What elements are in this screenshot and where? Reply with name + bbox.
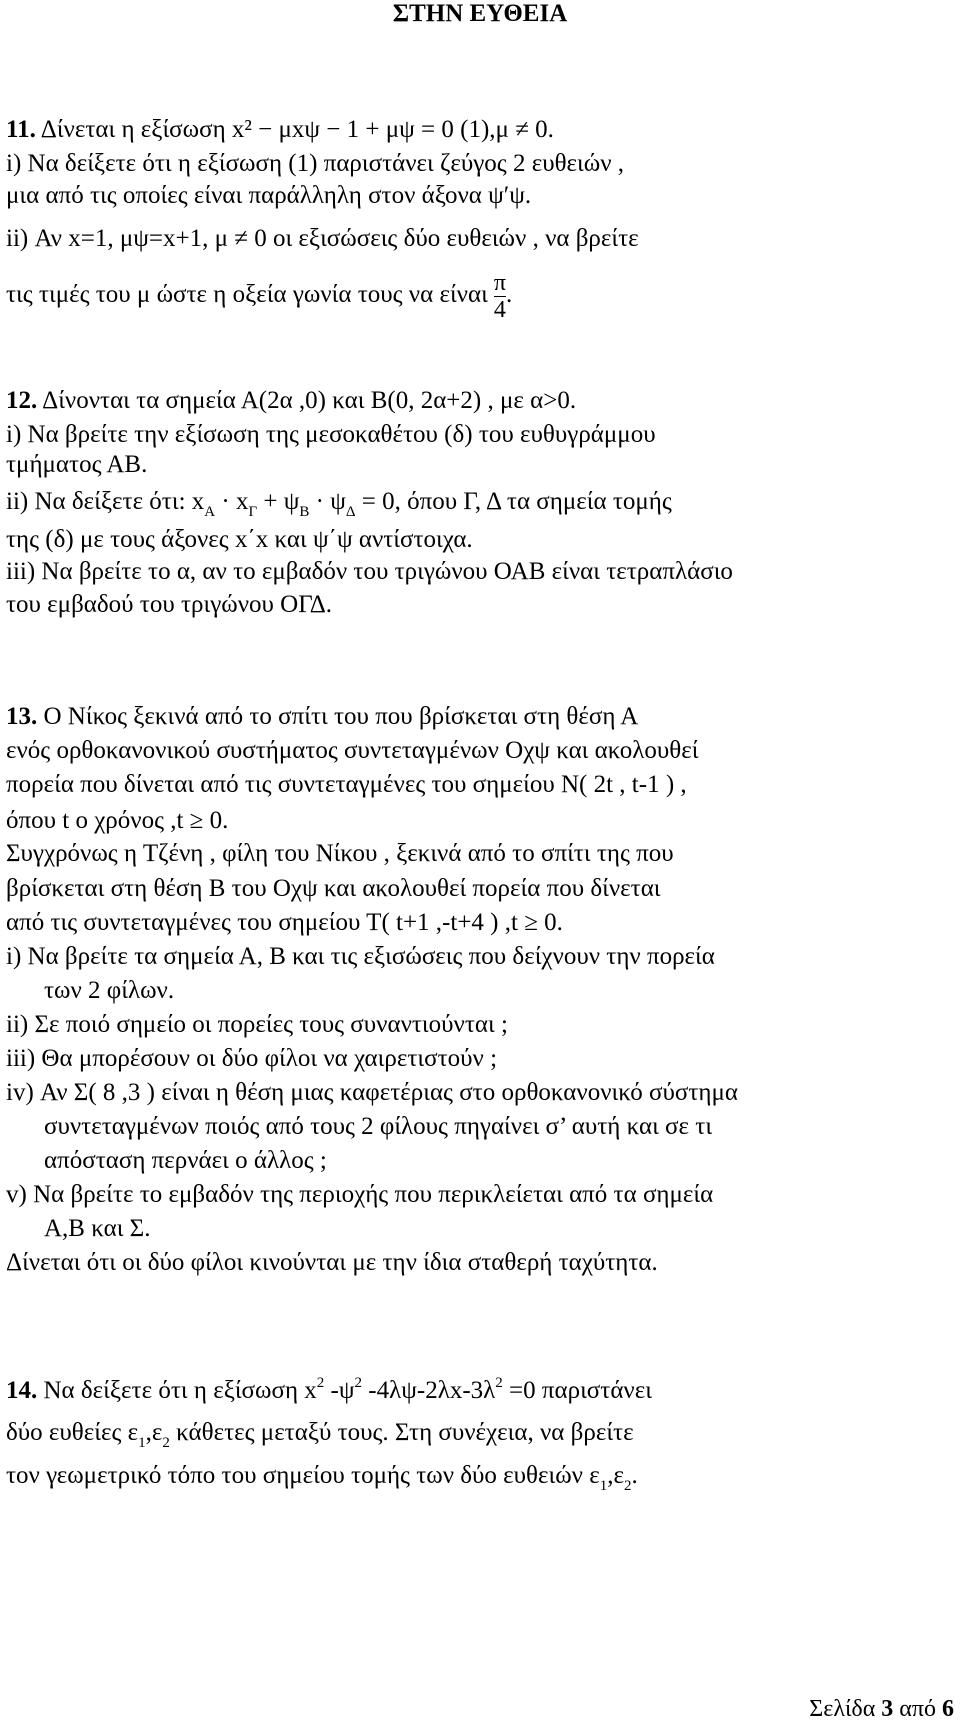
exercise-13-line-9: των 2 φίλων. <box>44 977 175 1004</box>
exercise-13-line-3: πορεία που δίνεται από τις συντεταγμένες του σημείου Ν( 2t , t-1 ) , <box>6 771 687 798</box>
eq-part: δύο ευθείες ε <box>6 1419 139 1446</box>
subscript: Β <box>299 504 310 520</box>
exercise-11-line-2: i) Να δείξετε ότι η εξίσωση (1) παριστάνει ζεύγος 2 ευθειών , <box>6 150 625 177</box>
exercise-12-number: 12. <box>6 387 38 414</box>
superscript: 2 <box>495 1375 503 1391</box>
exercise-11-number: 11. <box>6 116 36 143</box>
footer-prefix: Σελίδα <box>809 1696 882 1722</box>
exercise-14-number: 14. <box>6 1377 38 1404</box>
total-pages-number: 6 <box>942 1696 954 1722</box>
eq-part: τον γεωμετρικό τόπο του σημείου τομής των δύο ευθειών ε <box>6 1462 600 1489</box>
exercise-13-line-1 <box>6 702 638 732</box>
exercise-11-line-3: μια από τις οποίες είναι παράλληλη στον άξονα ψ′ψ. <box>6 182 532 209</box>
subscript: Δ <box>345 504 356 520</box>
footer-mid: από <box>893 1696 942 1722</box>
exercise-13-line-13: συντεταγμένων ποιός από τους 2 φίλους πηγαίνει σ’ αυτή και σε τι <box>44 1113 713 1140</box>
eq-part: . <box>631 1462 638 1489</box>
subscript: Α <box>204 504 216 520</box>
exercise-13-line-11: iii) Θα μπορέσουν οι δύο φίλοι να χαιρετιστούν ; <box>6 1045 498 1072</box>
exercise-14-line-3 <box>6 1461 638 1494</box>
exercise-11-line-1 <box>6 115 554 145</box>
exercise-12-statement: Δίνονται τα σημεία Α(2α ,0) και Β(0, 2α+2) , με α>0. <box>42 387 577 414</box>
exercise-13-line-2: ενός ορθοκανονικού συστήματος συντεταγμένων Οχψ και ακολουθεί <box>6 737 699 764</box>
exercise-12-line-7: του εμβαδού του τριγώνου ΟΓΔ. <box>6 591 333 618</box>
fraction-pi-over-4 <box>494 270 506 323</box>
exercise-11-line-5 <box>6 270 512 323</box>
subscript: 2 <box>162 1435 170 1451</box>
fraction-numerator: π <box>493 270 506 296</box>
exercise-13-line-8: i) Να βρείτε τα σημεία Α, Β και τις εξισώσεις που δείχνουν την πορεία <box>6 943 715 970</box>
exercise-13-line-5: Συγχρόνως η Τζένη , φίλη του Νίκου , ξεκινά από το σπίτι της που <box>6 840 674 867</box>
exercise-13-line-10: ii) Σε ποιό σημείο οι πορείες τους συναντιούνται ; <box>6 1011 508 1038</box>
eq-part: · x <box>215 488 249 515</box>
subscript: Γ <box>248 504 258 520</box>
page-footer <box>809 1696 954 1723</box>
exercise-11-text: τις τιμές του μ ώστε η οξεία γωνία τους να είναι <box>6 281 488 309</box>
exercise-12-line-5: της (δ) με τους άξονες x΄x και ψ΄ψ αντίστοιχα. <box>6 526 473 553</box>
exercise-11-line-4: ii) Αν x=1, μψ=x+1, μ ≠ 0 οι εξισώσεις δύο ευθειών , να βρείτε <box>6 225 639 252</box>
superscript: 2 <box>354 1375 363 1391</box>
eq-part: ii) Να δείξετε ότι: x <box>6 488 205 515</box>
page-title: ΣΤΗΝ ΕΥΘΕΙΑ <box>392 0 568 27</box>
exercise-11-end: . <box>505 281 513 309</box>
subscript: 1 <box>599 1478 608 1494</box>
eq-part: -4λψ-2λx-3λ <box>362 1377 496 1404</box>
exercise-13-statement: Ο Νίκος ξεκινά από το σπίτι του που βρίσκεται στη θέση Α <box>43 703 639 730</box>
eq-part: -ψ <box>324 1377 355 1404</box>
exercise-13-line-16: Α,Β και Σ. <box>44 1215 151 1242</box>
current-page-number: 3 <box>881 1696 894 1722</box>
eq-part: = 0, όπου Γ, Δ τα σημεία τομής <box>355 488 672 515</box>
eq-part: κάθετες μεταξύ τους. Στη συνέχεια, να βρείτε <box>169 1419 634 1446</box>
exercise-14-line-2 <box>6 1418 634 1451</box>
exercise-13-line-12: iv) Αν Σ( 8 ,3 ) είναι η θέση μιας καφετέριας στο ορθοκανονικό σύστημα <box>6 1079 738 1106</box>
fraction-denominator: 4 <box>493 297 506 323</box>
exercise-11-statement: Δίνεται η εξίσωση x² − μxψ − 1 + μψ = 0 (1),μ ≠ 0. <box>40 116 554 143</box>
exercise-12-line-6: iii) Να βρείτε το α, αν το εμβαδόν του τριγώνου ΟΑΒ είναι τετραπλάσιο <box>6 558 733 585</box>
eq-part: + ψ <box>257 488 300 515</box>
exercise-13-line-6: βρίσκεται στη θέση Β του Οχψ και ακολουθεί πορεία που δίνεται <box>6 875 661 902</box>
eq-part: ,ε <box>607 1462 624 1489</box>
exercise-12-line-3: τμήματος ΑΒ. <box>6 451 148 478</box>
eq-part: =0 παριστάνει <box>502 1377 652 1404</box>
superscript: 2 <box>316 1375 325 1391</box>
exercise-12-line-2: i) Να βρείτε την εξίσωση της μεσοκαθέτου (δ) του ευθυγράμμου <box>6 421 656 448</box>
exercise-13-line-14: απόσταση περνάει ο άλλος ; <box>44 1147 327 1174</box>
exercise-13-number: 13. <box>6 703 38 730</box>
exercise-14-line-1 <box>6 1376 652 1409</box>
exercise-13-line-4: όπου t ο χρόνος ,t ≥ 0. <box>6 807 229 834</box>
eq-part: ,ε <box>145 1419 163 1446</box>
exercise-13-line-15: v) Να βρείτε το εμβαδόν της περιοχής που περικλείεται από τα σημεία <box>6 1181 714 1208</box>
subscript: 1 <box>138 1435 146 1451</box>
eq-part: Να δείξετε ότι η εξίσωση x <box>43 1377 317 1404</box>
subscript: 2 <box>624 1478 632 1494</box>
exercise-12-line-4 <box>6 487 672 520</box>
exercise-13-line-7: από τις συντεταγμένες του σημείου Τ( t+1 ,-t+4 ) ,t ≥ 0. <box>6 909 563 936</box>
eq-part: · ψ <box>309 488 346 515</box>
exercise-13-line-17: Δίνεται ότι οι δύο φίλοι κινούνται με την ίδια σταθερή ταχύτητα. <box>6 1249 658 1276</box>
exercise-12-line-1 <box>6 386 576 416</box>
